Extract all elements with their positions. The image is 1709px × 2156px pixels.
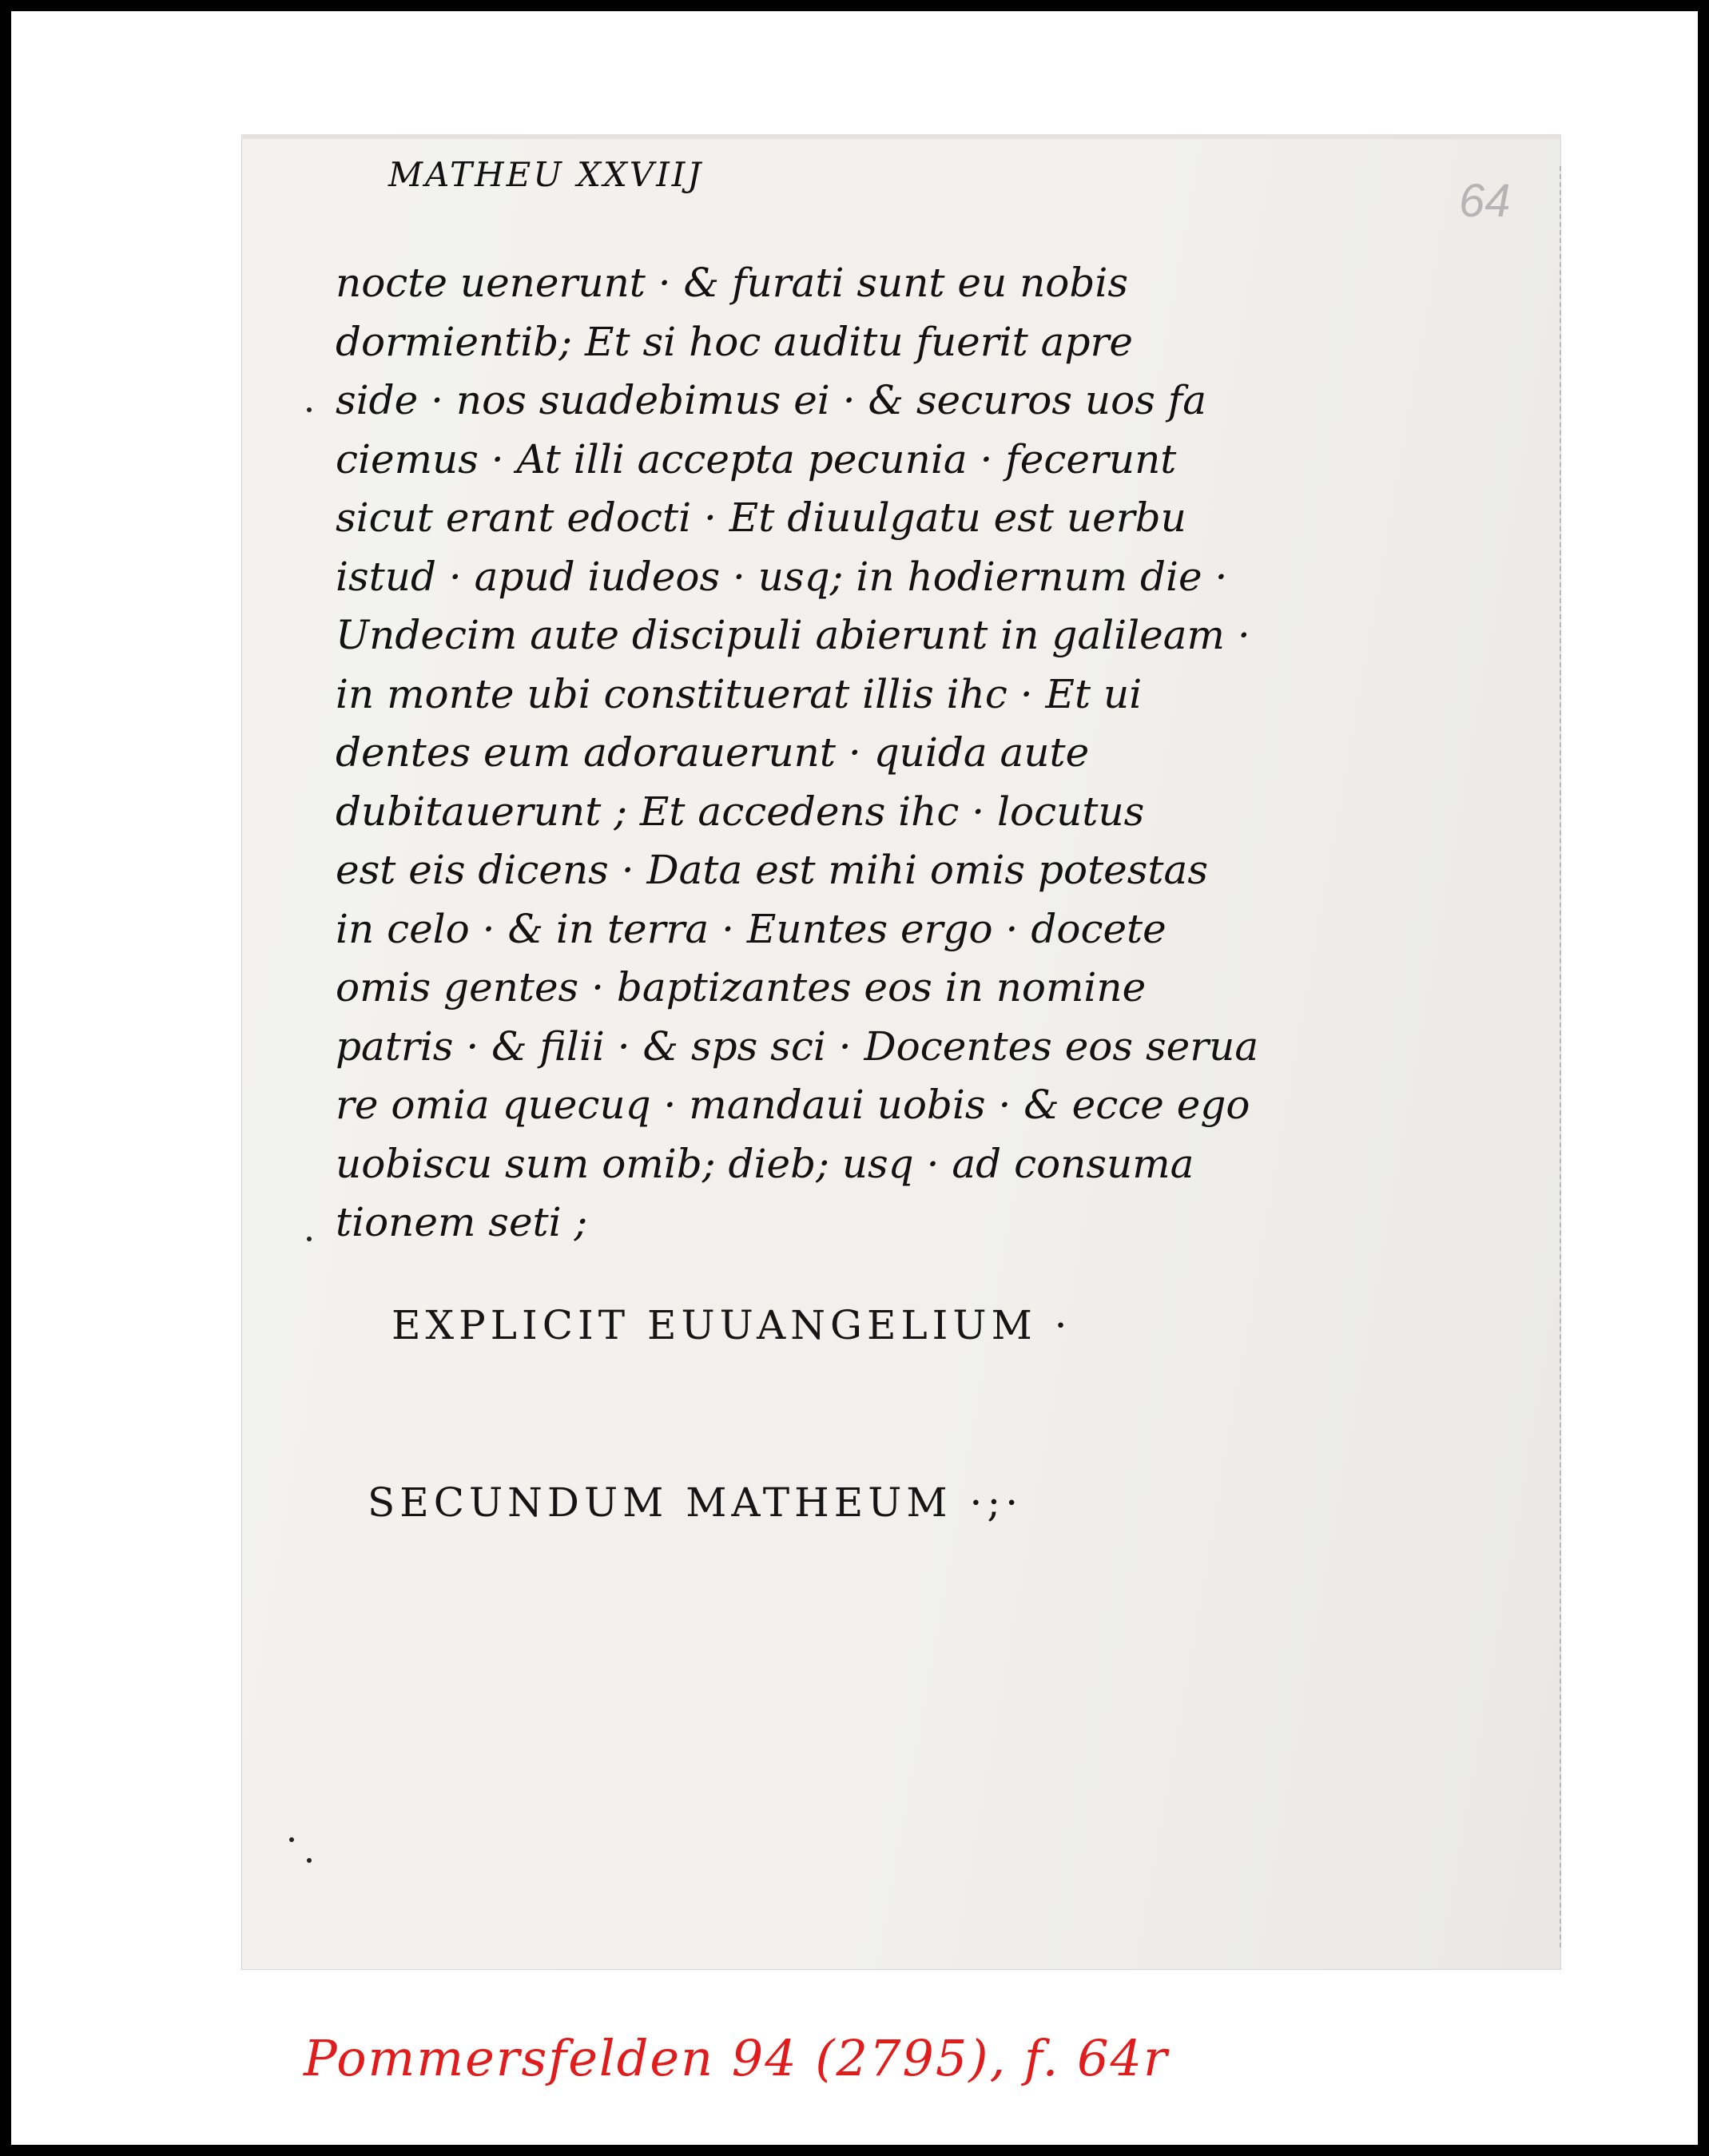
text-line: sicut erant edocti · Et diuulgatu est uerbu [336,494,1186,541]
explicit-line: EXPLICIT EUUANGELIUM · [391,1302,1072,1348]
text-line: Undecim aute discipuli abierunt in galileam · [336,612,1250,658]
text-line: omis gentes · baptizantes eos in nomine [336,964,1147,1011]
text-line: nocte uenerunt · & furati sunt eu nobis [336,260,1129,306]
text-line: dubitauerunt ; Et accedens ihc · locutus [336,788,1145,835]
text-line: in monte ubi constituerat illis ihc · Et ui [336,670,1143,717]
text-line: side · nos suadebimus ei · & securos uos fa [336,377,1207,423]
text-line: in celo · & in terra · Euntes ergo · docete [336,905,1166,952]
margin-prick-mark [307,1858,312,1863]
text-line: patris · & filii · & sps sci · Docentes eos serua [336,1022,1259,1070]
text-line: ciemus · At illi accepta pecunia · fecerunt [336,435,1177,482]
text-line: re omia quecuq · mandaui uobis · & ecce ego [336,1082,1250,1128]
text-line: tionem seti ; [336,1199,588,1245]
margin-prick-mark [307,1237,312,1241]
secundum-line: SECUNDUM MATHEUM ·;· [368,1479,1023,1526]
manuscript-text-block [336,254,1278,1253]
folio-top-edge [241,134,1561,139]
margin-prick-mark [289,1837,294,1842]
shelfmark-caption: Pommersfelden 94 (2795), f. 64r [304,2029,1169,2087]
margin-prick-mark [307,407,312,412]
folio-stitched-edge [1555,166,1561,1948]
running-title: MATHEU XXVIIJ [388,155,704,194]
text-line: est eis dicens · Data est mihi omis potestas [336,847,1208,893]
text-line: istud · apud iudeos · usq; in hodiernum die · [336,553,1228,600]
text-line: dentes eum adorauerunt · quida aute [336,729,1090,776]
text-line: dormientib; Et si hoc auditu fuerit apre [336,318,1133,365]
text-line: uobiscu sum omib; dieb; usq · ad consuma [336,1140,1194,1187]
folio-number: 64 [1459,175,1511,227]
